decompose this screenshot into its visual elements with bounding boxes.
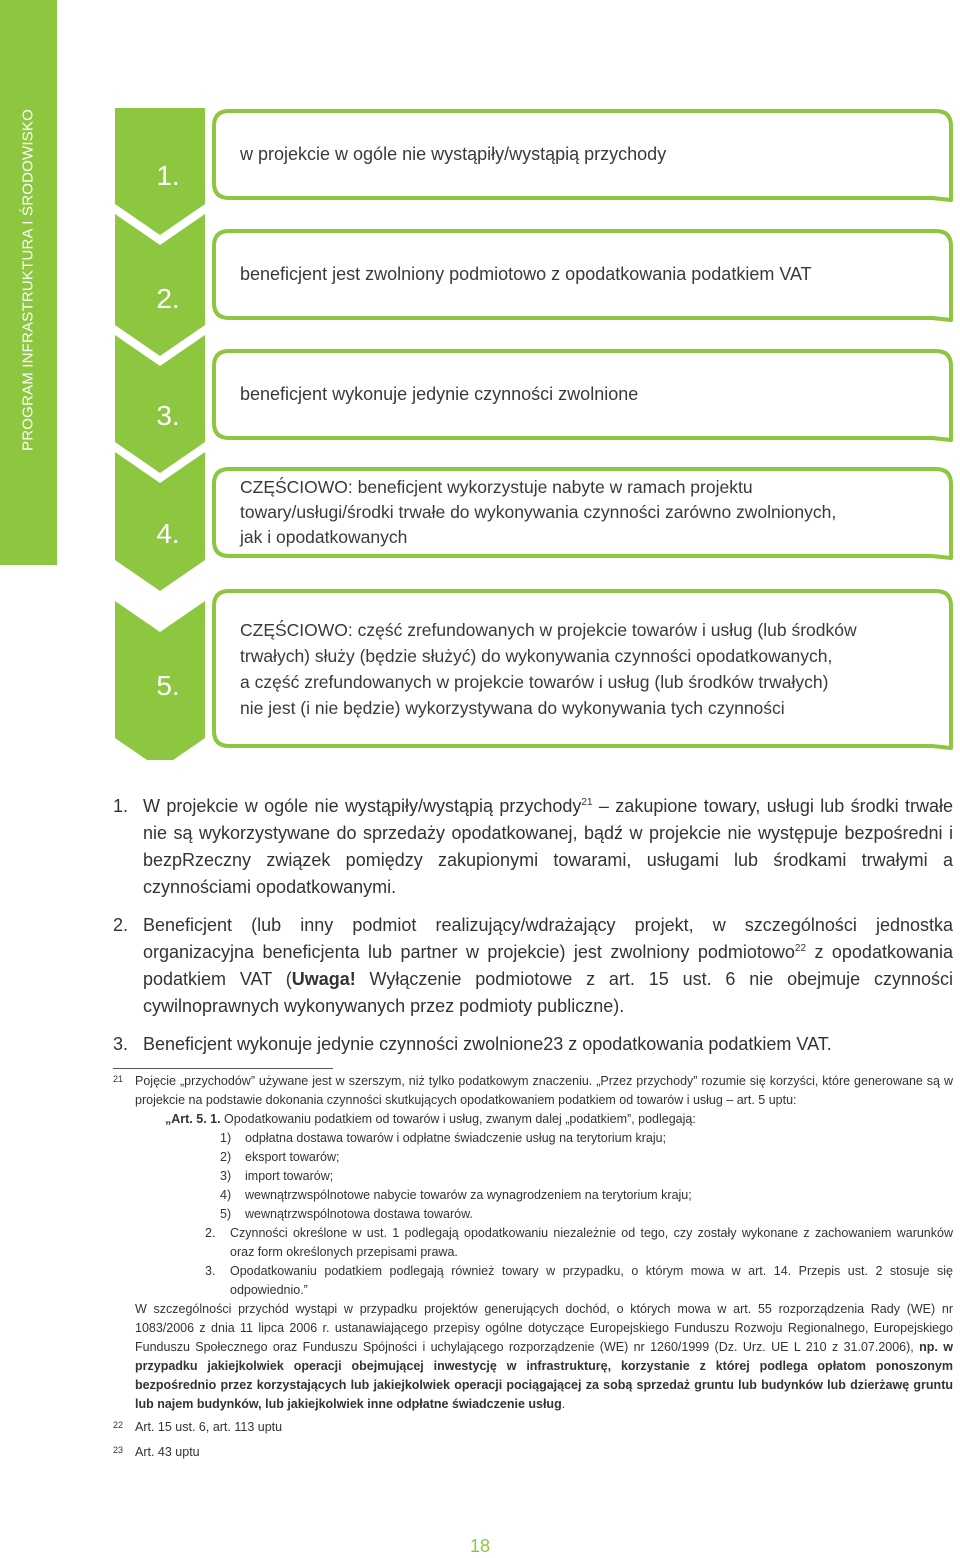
- paragraph-number: 3.: [113, 1034, 129, 1054]
- footnote-mark: 23: [113, 1445, 124, 1455]
- step-text-5: [232, 591, 944, 746]
- step-text-4: [232, 469, 944, 556]
- footnote-23: [113, 1443, 953, 1462]
- paragraph-3: [113, 1031, 953, 1058]
- step-line: trwałych) służy (będzie służyć) do wykonywania czynności opodatkowanych,: [240, 645, 833, 666]
- item-number: 4): [220, 1188, 232, 1202]
- item-text: Czynności określone w ust. 1 podlegają opodatkowaniu niezależnie od tego, czy zostały wykonane z zachowaniem warunków oraz form określonych przepisami prawa.: [230, 1226, 953, 1259]
- item-text: import towarów;: [245, 1169, 334, 1183]
- page-number: 18: [469, 1536, 491, 1556]
- paragraph-number: 2.: [113, 915, 129, 935]
- step-number-2: 2.: [156, 283, 180, 314]
- footnote-intro: Pojęcie „przychodów” używane jest w szerszym, niż tylko podatkowym znaczeniu. „Przez przychody” rozumie się korzyści, które generowane są w projekcie na podstawie dokonania czynności skutkujących opodatkowaniem podatkiem od towarów i usług – art. 5 uptu:: [135, 1074, 953, 1107]
- list-item: [220, 1167, 953, 1186]
- paragraph-text: – zakupione towary, usługi lub środki trwałe nie są wykorzystywane do sprzedaży opodatkowanej, bądź w projekcie nie występuje bezpośredni i bezpRzeczny związek pomiędzy zakupionymi towarami, usługami lub środkami trwałymi a czynnościami opodatkowanymi.: [143, 796, 953, 897]
- item-text: wewnątrzwspólnotowa dostawa towarów.: [245, 1207, 473, 1221]
- footnotes: [113, 1072, 953, 1462]
- item-text: odpłatna dostawa towarów i odpłatne świadczenie usług na terytorium kraju;: [245, 1131, 667, 1145]
- sidebar-label: PROGRAM INFRASTRUKTURA I ŚRODOWISKO: [19, 108, 37, 452]
- article-items: [135, 1129, 953, 1224]
- item-text: Opodatkowaniu podatkiem podlegają również towary w przypadku, o którym mowa w art. 14. Przepis ust. 2 stosuje się odpowiednio.”: [230, 1264, 953, 1297]
- footnote-21: [113, 1072, 953, 1414]
- footnote-article: [135, 1110, 953, 1129]
- paragraph-number: 1.: [113, 796, 129, 816]
- step-text-1: [232, 111, 944, 198]
- article-subitems: [135, 1224, 953, 1300]
- item-number: 2): [220, 1150, 232, 1164]
- footnote-closing: [135, 1300, 953, 1414]
- item-text: wewnątrzwspólnotowe nabycie towarów za wynagrodzeniem na terytorium kraju;: [245, 1188, 692, 1202]
- step-line: jak i opodatkowanych: [240, 527, 408, 547]
- step-number-1: 1.: [156, 160, 180, 191]
- footnote-22: [113, 1418, 953, 1437]
- step-line: nie jest (i nie będzie) wykorzystywana do wykonywania tych czynności: [240, 697, 785, 718]
- item-number: 5): [220, 1207, 232, 1221]
- list-item: [205, 1224, 953, 1262]
- paragraph-text: W projekcie w ogóle nie wystąpiły/wystąpią przychody: [143, 796, 582, 816]
- paragraph-text: Beneficjent wykonuje jedynie czynności zwolnione23 z opodatkowania podatkiem VAT.: [143, 1034, 832, 1054]
- paragraph-text: Wyłączenie podmiotowe z art. 15 ust. 6 nie obejmuje czynności cywilnoprawnych wykonywanych przez podmioty publiczne).: [143, 969, 953, 1016]
- paragraph-2: [113, 912, 953, 1020]
- list-item: [205, 1262, 953, 1300]
- step-line: towary/usługi/środki trwałe do wykonywania czynności zarówno zwolnionych,: [240, 502, 837, 522]
- item-number: 3): [220, 1169, 232, 1183]
- article-text: Opodatkowaniu podatkiem od towarów i usług, zwanym dalej „podatkiem”, podlegają:: [220, 1112, 696, 1126]
- warning-label: Uwaga!: [291, 969, 356, 989]
- body-paragraphs: [113, 793, 953, 1069]
- list-item: [220, 1148, 953, 1167]
- step-line: w projekcie w ogóle nie wystąpiły/wystąpią przychody: [240, 144, 667, 164]
- item-number: 3.: [205, 1264, 216, 1278]
- paragraph-1: [113, 793, 953, 901]
- step-number-3: 3.: [156, 400, 180, 431]
- step-line: beneficjent wykonuje jedynie czynności zwolnione: [240, 384, 639, 404]
- list-item: [220, 1205, 953, 1224]
- article-ref: „Art. 5. 1.: [165, 1112, 221, 1126]
- step-line: CZĘŚCIOWO: część zrefundowanych w projekcie towarów i usług (lub środków: [240, 619, 857, 640]
- item-text: eksport towarów;: [245, 1150, 340, 1164]
- footnote-ref: 22: [794, 943, 807, 954]
- step-text-3: [232, 351, 944, 438]
- step-line: beneficjent jest zwolniony podmiotowo z opodatkowania podatkiem VAT: [240, 264, 812, 284]
- footnote-text: Art. 43 uptu: [135, 1445, 200, 1459]
- closing-bold-text: np. w przypadku jakiejkolwiek operacji obejmującej inwestycję w infrastrukturę, korzystanie z której podlega opłatom ponoszonym bezpośrednio przez korzystających lub jakiejkolwiek operacji pociągającej za sobą sprzedaż gruntu lub budynków lub dzierżawę gruntu lub najem budynków, lub jakiejkolwiek inne odpłatne świadczenie usług: [135, 1340, 953, 1411]
- list-item: [220, 1129, 953, 1148]
- item-number: 1): [220, 1131, 232, 1145]
- step-text-2: [232, 231, 944, 318]
- footnote-mark: 22: [113, 1420, 124, 1430]
- step-number-5: 5.: [156, 670, 180, 701]
- footnote-mark: 21: [113, 1074, 124, 1084]
- paragraph-text: Beneficjent (lub inny podmiot realizujący/wdrażający projekt, w szczególności jednostka organizacyjna beneficjenta lub partner w projekcie) jest zwolniony podmiotowo: [143, 915, 953, 962]
- step-line: CZĘŚCIOWO: beneficjent wykorzystuje nabyte w ramach projektu: [240, 477, 753, 497]
- footnote-ref: 21: [581, 797, 593, 808]
- footnote-divider: [113, 1068, 333, 1069]
- footnote-text: Art. 15 ust. 6, art. 113 uptu: [135, 1420, 283, 1434]
- closing-text: W szczególności przychód wystąpi w przypadku projektów generujących dochód, o których mowa w art. 55 rozporządzenia Rady (WE) nr 1083/2006 z dnia 11 lipca 2006 r. ustanawiającego przepisy ogólne dotyczące Europejskiego Funduszu Rozwoju Regionalnego, Europejskiego Funduszu Społecznego oraz Funduszu Spójności i uchylającego rozporządzenie (WE) nr 1260/1999 (Dz. Urz. UE L 210 z 31.07.2006),: [135, 1302, 953, 1354]
- step-number-4: 4.: [156, 518, 180, 549]
- step-line: a część zrefundowanych w projekcie towarów i usług (lub środków trwałych): [240, 671, 829, 692]
- paragraph-text: z opodatkowania podatkiem VAT (: [143, 942, 953, 989]
- item-number: 2.: [205, 1226, 216, 1240]
- list-item: [220, 1186, 953, 1205]
- closing-end: .: [561, 1397, 566, 1411]
